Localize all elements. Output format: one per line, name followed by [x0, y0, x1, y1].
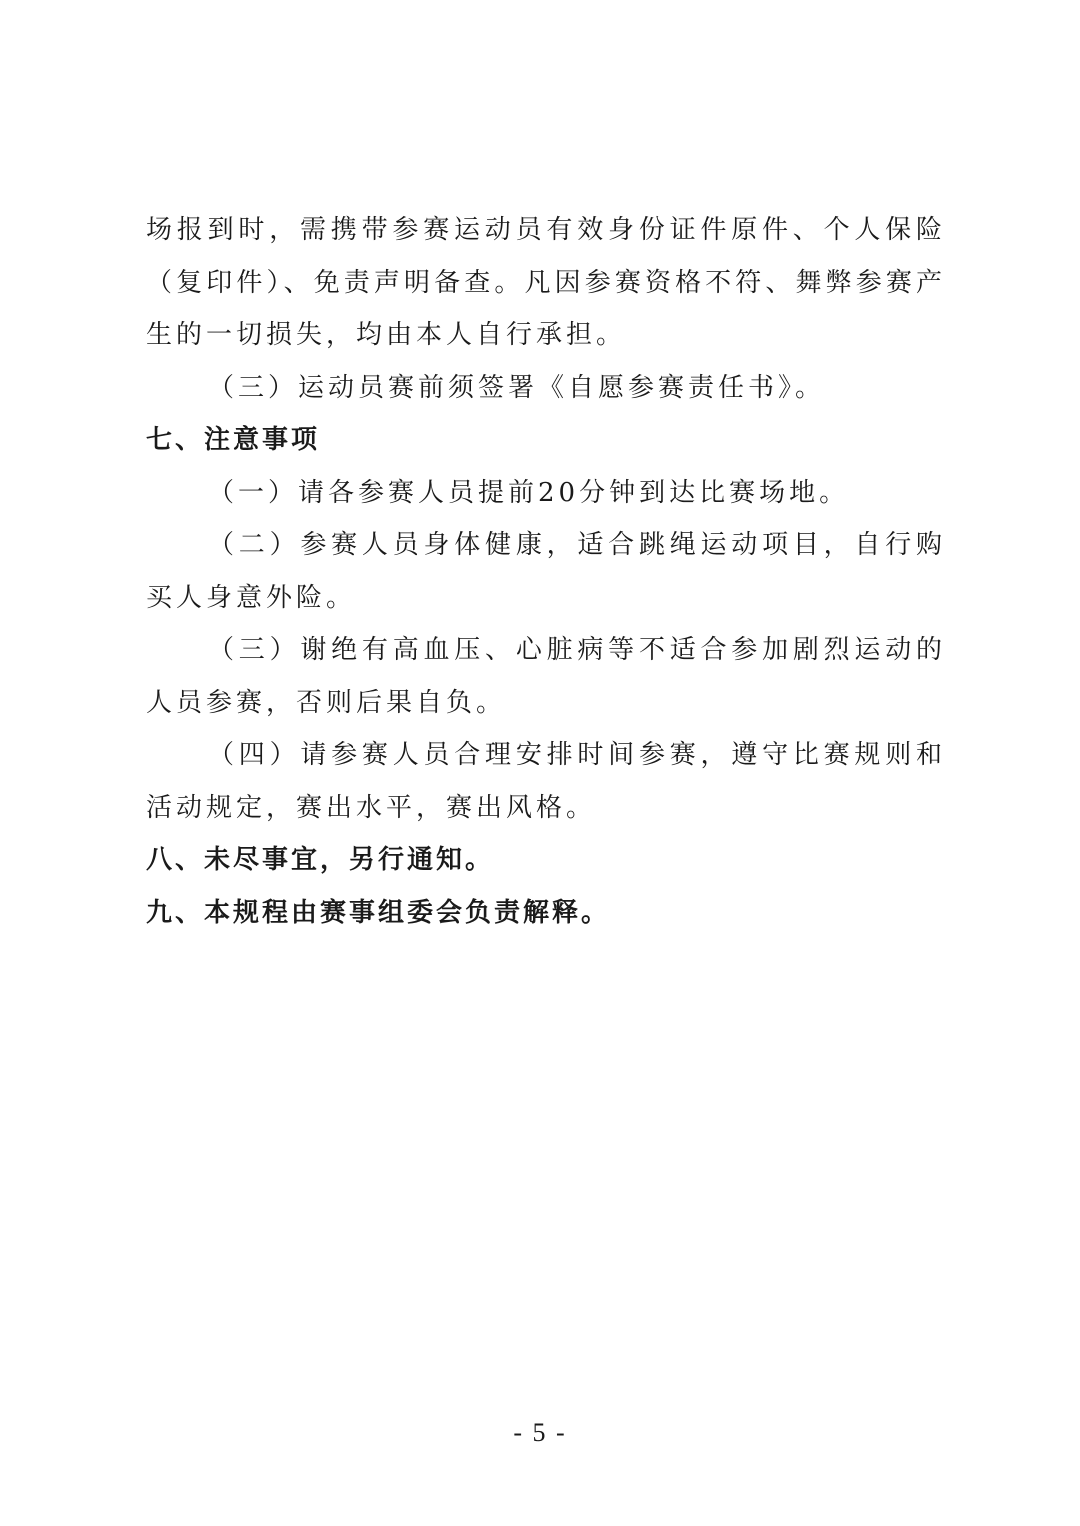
document-body	[146, 204, 946, 939]
paragraph-health-restrictions: （三）谢绝有高血压、心脏病等不适合参加剧烈运动的人员参赛，否则后果自负。	[146, 635, 946, 718]
section-heading-notes: 七、注意事项	[146, 425, 321, 455]
paragraph-registration-continuation: 场报到时，需携带参赛运动员有效身份证件原件、个人保险（复印件）、免责声明备查。凡因参赛资格不符、舞弊参赛产生的一切损失，均由本人自行承担。	[146, 215, 946, 350]
paragraph-arrive-early: （一）请各参赛人员提前20分钟到达比赛场地。	[208, 477, 850, 508]
section-heading-interpretation: 九、本规程由赛事组委会负责解释。	[146, 897, 611, 928]
page-number: - 5 -	[513, 1418, 567, 1447]
paragraph-rules-conduct: （四）请参赛人员合理安排时间参赛，遵守比赛规则和活动规定，赛出水平，赛出风格。	[146, 740, 946, 823]
paragraph-health-insurance: （二）参赛人员身体健康，适合跳绳运动项目，自行购买人身意外险。	[146, 530, 946, 613]
paragraph-sign-responsibility: （三）运动员赛前须签署《自愿参赛责任书》。	[208, 372, 826, 403]
section-heading-further-notice: 八、未尽事宜，另行通知。	[146, 845, 495, 875]
